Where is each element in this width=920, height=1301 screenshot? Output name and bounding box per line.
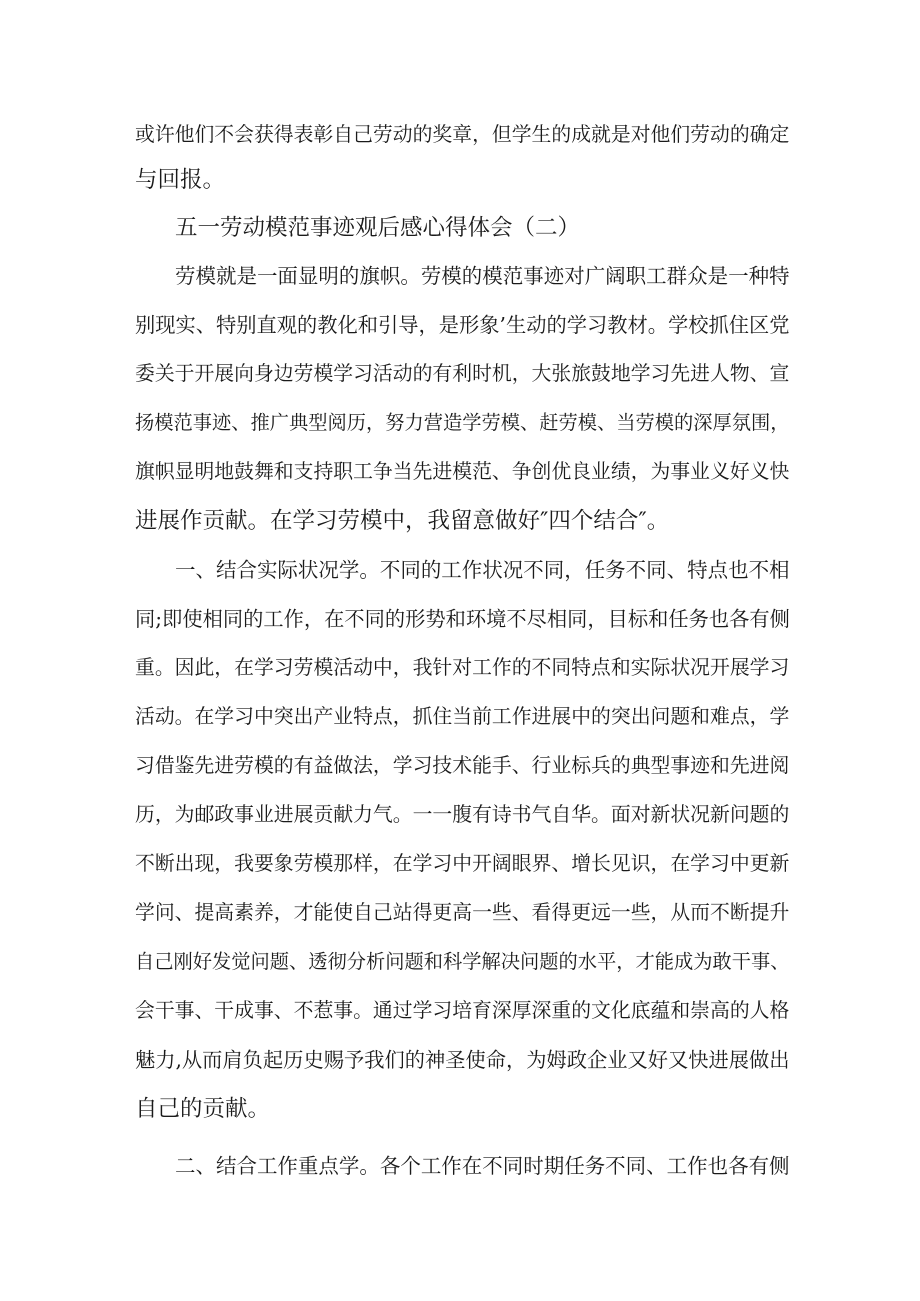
text-line bbox=[0, 795, 920, 835]
line-text: 自己刚好发觉问题、透彻分析问题和科学解决问题的水平，才能成为敢干事、 bbox=[135, 950, 790, 973]
line-text: 自己的贡献。 bbox=[135, 1096, 271, 1122]
line-text: 魅力,从而肩负起历史赐予我们的神圣使命，为姆政企业又好又快进展做出 bbox=[135, 1048, 790, 1072]
text-line bbox=[0, 893, 920, 933]
line-text: 不断出现，我要象劳模那样，在学习中开阔眼界、增长见识，在学习中更新 bbox=[135, 852, 790, 875]
line-text: 历，为邮政事业进展贡献力气。一一腹有诗书气自华。面对新状况新问题的 bbox=[135, 803, 790, 826]
text-line bbox=[0, 844, 920, 884]
text-line bbox=[0, 648, 920, 688]
line-text: 委关于开展向身边劳模学习活动的有利时机，大张旅鼓地学习先进人物、宣 bbox=[135, 362, 790, 385]
text-line bbox=[0, 115, 920, 155]
text-line bbox=[0, 452, 920, 492]
line-text: 旗帜显明地鼓舞和支持职工争当先进模范、争创优良业绩，为事业义好义快 bbox=[135, 460, 790, 483]
line-text: 或许他们不会获得表彰自己劳动的奖章，但学生的成就是对他们劳动的确定 bbox=[135, 123, 790, 146]
text-line bbox=[0, 746, 920, 786]
heading-text: 五一劳动模范事迹观后感心得体会（二） bbox=[175, 215, 581, 241]
line-text: 习借鉴先进劳模的有益做法，学习技术能手、行业标兵的典型事迹和先进阅 bbox=[135, 754, 790, 777]
text-line bbox=[0, 599, 920, 639]
line-text: 二、结合工作重点学。各个工作在不同时期任务不同、工作也各有侧 bbox=[175, 1154, 790, 1178]
text-line bbox=[0, 550, 920, 590]
text-line bbox=[0, 942, 920, 982]
line-text: 劳模就是一面显明的旗帜。劳模的模范事迹对广阔职工群众是一种特 bbox=[175, 264, 790, 288]
line-text: 活动。在学习中突出产业特点，抓住当前工作进展中的突出问题和难点，学 bbox=[135, 705, 790, 728]
text-line bbox=[0, 1089, 920, 1129]
text-line bbox=[0, 991, 920, 1031]
text-line bbox=[0, 501, 920, 541]
line-text: 重。因此，在学习劳模活动中，我针对工作的不同特点和实际状况开展学习 bbox=[135, 656, 790, 679]
line-text: 别现实、特别直观的教化和引导，是形象’生动的学习教材。学校抓住区党 bbox=[135, 313, 790, 337]
line-text: 进展作贡献。在学习劳模中，我留意做好″四个结合″。 bbox=[135, 508, 670, 534]
line-text: 一、结合实际状况学。不同的工作状况不同，任务不同、特点也不相 bbox=[175, 558, 790, 582]
line-text: 扬模范事迹、推广典型阅历，努力营造学劳模、赶劳模、当劳模的深厚氛围， bbox=[135, 411, 790, 434]
line-text: 会干事、干成事、不惹事。通过学习培育深厚深重的文化底蕴和崇高的人格 bbox=[135, 999, 790, 1022]
text-line bbox=[0, 403, 920, 443]
text-line bbox=[0, 697, 920, 737]
text-line bbox=[0, 1146, 920, 1186]
text-line bbox=[0, 256, 920, 296]
text-line bbox=[0, 354, 920, 394]
text-line bbox=[0, 160, 920, 200]
line-text: 同;即使相同的工作，在不同的形势和环境不尽相同，目标和任务也各有侧 bbox=[135, 607, 790, 631]
line-text: 学问、提高素养，才能使自己站得更高一些、看得更远一些，从而不断提升 bbox=[135, 901, 790, 924]
line-text: 与回报。 bbox=[135, 167, 226, 193]
section-heading bbox=[0, 208, 920, 248]
text-line bbox=[0, 305, 920, 345]
text-line bbox=[0, 1040, 920, 1080]
